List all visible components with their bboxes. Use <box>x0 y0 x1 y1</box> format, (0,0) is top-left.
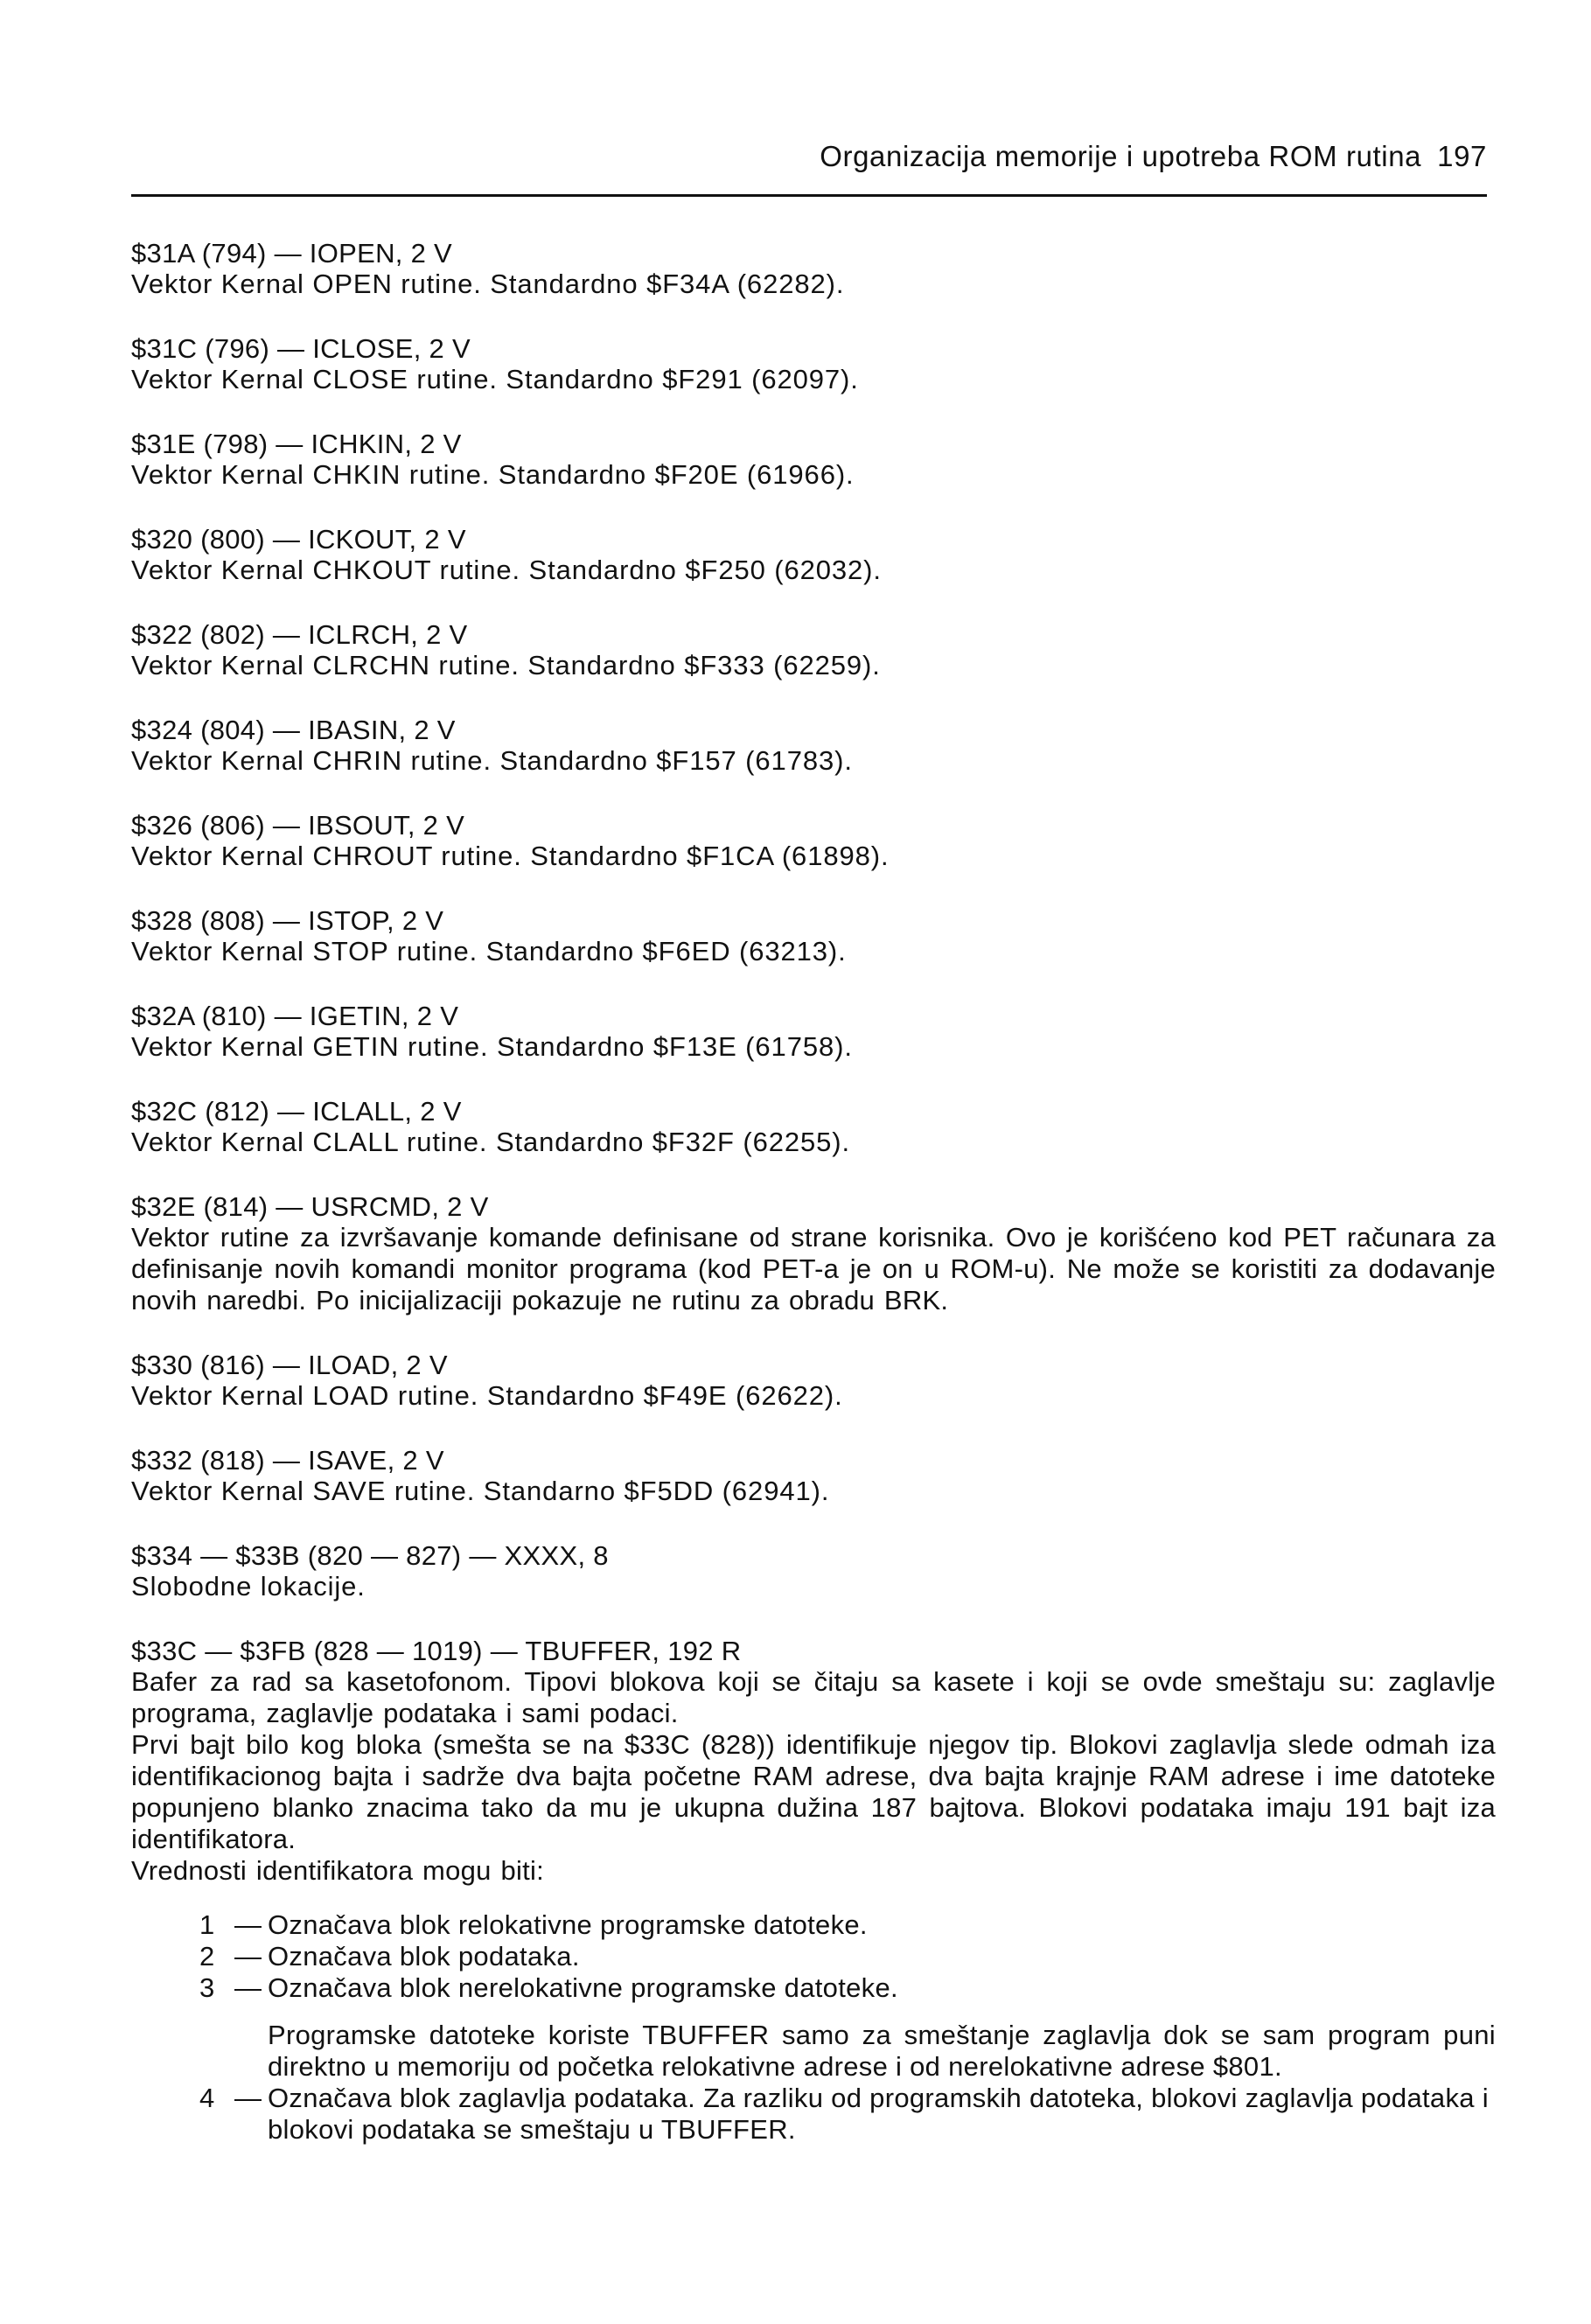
tbuffer-paragraph-3: Vrednosti identifikatora mogu biti: <box>131 1855 544 1886</box>
list-item-dash: — <box>234 2083 262 2113</box>
list-item-text: Označava blok relokativne programske datoteke. <box>268 1909 868 1940</box>
list-item-number: 4 <box>199 2083 215 2113</box>
entry-heading: $326 (806) — IBSOUT, 2 V <box>131 810 465 841</box>
entry-heading: $324 (804) — IBASIN, 2 V <box>131 715 456 745</box>
entry-heading: $334 — $33B (820 — 827) — XXXX, 8 <box>131 1540 609 1571</box>
list-item-number: 3 <box>199 1972 215 2003</box>
list-item <box>199 2083 1496 2146</box>
entry-description: Vektor Kernal CHROUT rutine. Standardno $F1CA (61898). <box>131 841 890 871</box>
entry-description: Vektor Kernal CLALL rutine. Standardno $F32F (62255). <box>131 1127 851 1157</box>
entry-iload <box>131 1350 1496 1412</box>
entry-description: Vektor Kernal CLOSE rutine. Standardno $F291 (62097). <box>131 364 859 394</box>
entry-isave <box>131 1445 1496 1507</box>
entry-description: Vektor Kernal CHKIN rutine. Standardno $F20E (61966). <box>131 459 855 490</box>
memory-map-entries <box>131 238 1496 2179</box>
list-item-dash: — <box>234 1941 262 1972</box>
entry-heading: $32E (814) — USRCMD, 2 V <box>131 1191 489 1222</box>
entry-description: Vektor Kernal CHKOUT rutine. Standardno $F250 (62032). <box>131 555 882 585</box>
entry-free-locations <box>131 1540 1496 1602</box>
header-title: Organizacija memorije i upotreba ROM rutina <box>820 140 1422 172</box>
header-rule <box>131 194 1487 197</box>
entry-description: Vektor Kernal SAVE rutine. Standarno $F5DD (62941). <box>131 1476 830 1506</box>
entry-tbuffer <box>131 1636 1496 2146</box>
entry-igetin <box>131 1001 1496 1063</box>
entry-description: Vektor rutine za izvršavanje komande definisane od strane korisnika. Ovo je korišćeno kod PET računara za definisanje novih komandi monitor programa (kod PET-a je on u ROM-u). Ne može se koristiti za dodavanje novih naredbi. Po inicijalizaciji pokazuje ne rutinu za obradu BRK. <box>131 1222 1496 1316</box>
entry-ibasin <box>131 715 1496 777</box>
entry-ibsout <box>131 810 1496 872</box>
list-item-number: 1 <box>199 1909 215 1940</box>
entry-ichkin <box>131 429 1496 491</box>
entry-heading: $32A (810) — IGETIN, 2 V <box>131 1001 459 1031</box>
list-item <box>199 1972 1496 2004</box>
page-number: 197 <box>1437 140 1487 172</box>
list-note: Programske datoteke koriste TBUFFER samo za smeštanje zaglavlja dok se sam program puni direktno u memoriju od početka relokativne adrese i od nerelokativne adrese $801. <box>268 2020 1496 2082</box>
list-item <box>199 1909 1496 1941</box>
entry-ickout <box>131 524 1496 586</box>
list-item <box>199 1941 1496 1972</box>
entry-description: Vektor Kernal CLRCHN rutine. Standardno $F333 (62259). <box>131 650 881 680</box>
entry-description: Vektor Kernal CHRIN rutine. Standardno $F157 (61783). <box>131 745 853 776</box>
identifier-list <box>199 1909 1496 2146</box>
entry-heading: $322 (802) — ICLRCH, 2 V <box>131 619 468 650</box>
entry-heading: $330 (816) — ILOAD, 2 V <box>131 1350 448 1380</box>
entry-heading: $31A (794) — IOPEN, 2 V <box>131 238 453 269</box>
list-item-text: Označava blok nerelokativne programske datoteke. <box>268 1972 898 2003</box>
entry-heading: $33C — $3FB (828 — 1019) — TBUFFER, 192 R <box>131 1636 742 1666</box>
list-item-number: 2 <box>199 1941 215 1972</box>
entry-iclall <box>131 1096 1496 1158</box>
entry-description: Slobodne lokacije. <box>131 1571 366 1602</box>
entry-description: Vektor Kernal OPEN rutine. Standardno $F34A (62282). <box>131 269 845 299</box>
entry-heading: $32C (812) — ICLALL, 2 V <box>131 1096 462 1127</box>
list-item-text: Označava blok podataka. <box>268 1941 580 1972</box>
tbuffer-paragraph-1: Bafer za rad sa kasetofonom. Tipovi blokova koji se čitaju sa kasete i koji se ovde smeštaju su: zaglavlje programa, zaglavlje podataka i sami podaci. <box>131 1666 1496 1728</box>
entry-heading: $332 (818) — ISAVE, 2 V <box>131 1445 444 1476</box>
entry-iclose <box>131 333 1496 395</box>
entry-heading: $31C (796) — ICLOSE, 2 V <box>131 333 471 364</box>
list-item-dash: — <box>234 1972 262 2003</box>
entry-istop <box>131 905 1496 967</box>
entry-iclrch <box>131 619 1496 681</box>
entry-heading: $31E (798) — ICHKIN, 2 V <box>131 429 462 459</box>
entry-usrcmd <box>131 1191 1496 1316</box>
entry-heading: $320 (800) — ICKOUT, 2 V <box>131 524 466 555</box>
running-header <box>748 140 1487 173</box>
entry-description: Vektor Kernal STOP rutine. Standardno $F6ED (63213). <box>131 936 847 967</box>
entry-description: Vektor Kernal GETIN rutine. Standardno $F13E (61758). <box>131 1031 853 1062</box>
entry-iopen <box>131 238 1496 300</box>
tbuffer-paragraph-2: Prvi bajt bilo kog bloka (smešta se na $33C (828)) identifikuje njegov tip. Blokovi zaglavlja slede odmah iza identifikacionog bajta i sadrže dva bajta početne RAM adrese, dva bajta krajnje RAM adrese i ime datoteke popunjeno blanko znacima tako da mu je ukupna dužina 187 bajtova. Blokovi podataka imaju 191 bajt iza identifikatora. <box>131 1729 1496 1854</box>
list-item-text: Označava blok zaglavlja podataka. Za razliku od programskih datoteka, blokovi zaglavlja podataka i blokovi podataka se smeštaju u TBUFFER. <box>268 2083 1489 2145</box>
list-item-dash: — <box>234 1909 262 1940</box>
entry-heading: $328 (808) — ISTOP, 2 V <box>131 905 444 936</box>
entry-description: Vektor Kernal LOAD rutine. Standardno $F49E (62622). <box>131 1380 843 1411</box>
